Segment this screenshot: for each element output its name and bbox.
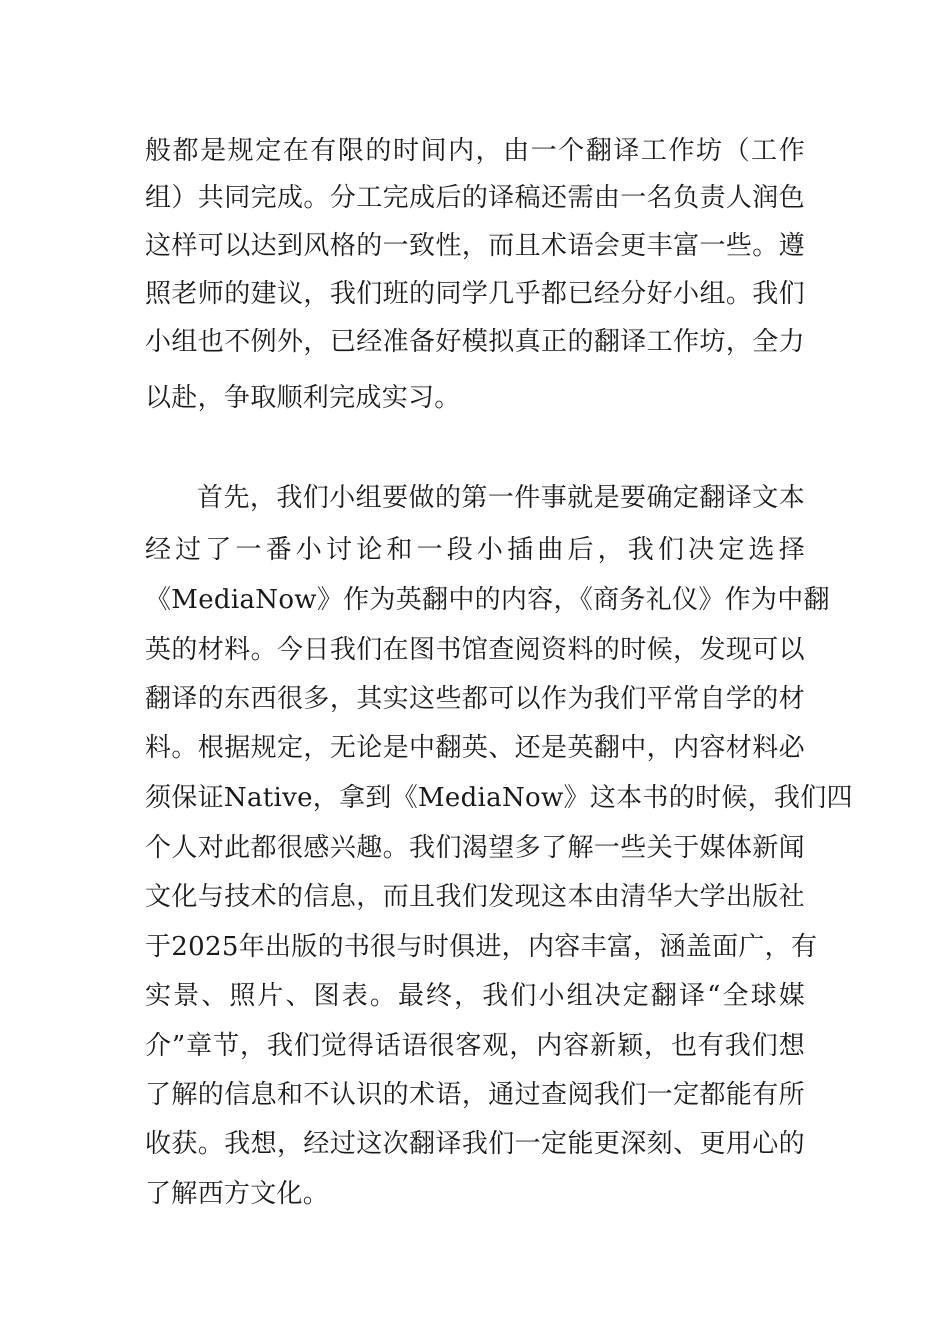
text-line: 《MediaNow》作为英翻中的内容，《商务礼仪》作为中翻 [145,585,830,615]
text-line: 须保证Native，拿到《MediaNow》这本书的时候，我们四 [145,783,853,813]
text-line: 介”章节，我们觉得话语很客观，内容新颖，也有我们想 [145,1031,805,1061]
text-line: 以赴，争取顺利完成实习。 [145,383,461,413]
text-line: 实景、照片、图表。最终，我们小组决定翻译“全球媒 [145,981,805,1011]
text-line: 个人对此都很感兴趣。我们渴望多了解一些关于媒体新闻 [145,833,805,863]
text-line: 收获。我想，经过这次翻译我们一定能更深刻、更用心的 [145,1129,805,1159]
text-line: 经过了一番小讨论和一段小插曲后，我们决定选择 [145,535,805,565]
text-line: 英的材料。今日我们在图书馆查阅资料的时候，发现可以 [145,635,805,665]
text-line: 这样可以达到风格的一致性，而且术语会更丰富一些。遵 [145,231,805,261]
text-line: 料。根据规定，无论是中翻英、还是英翻中，内容材料必 [145,733,805,763]
text-line: 首先，我们小组要做的第一件事就是要确定翻译文本 [197,483,805,513]
text-line: 于2025年出版的书很与时俱进，内容丰富，涵盖面广，有 [145,932,818,962]
text-line: 了解的信息和不认识的术语，通过查阅我们一定都能有所 [145,1080,805,1110]
text-line: 般都是规定在有限的时间内，由一个翻译工作坊（工作 [145,136,805,166]
text-line: 了解西方文化。 [145,1179,330,1209]
text-line: 组）共同完成。分工完成后的译稿还需由一名负责人润色 [145,183,805,213]
text-line: 照老师的建议，我们班的同学几乎都已经分好小组。我们 [145,279,805,309]
text-line: 小组也不例外，已经准备好模拟真正的翻译工作坊，全力 [145,327,805,357]
text-line: 翻译的东西很多，其实这些都可以作为我们平常自学的材 [145,684,805,714]
text-line: 文化与技术的信息，而且我们发现这本由清华大学出版社 [145,882,805,912]
